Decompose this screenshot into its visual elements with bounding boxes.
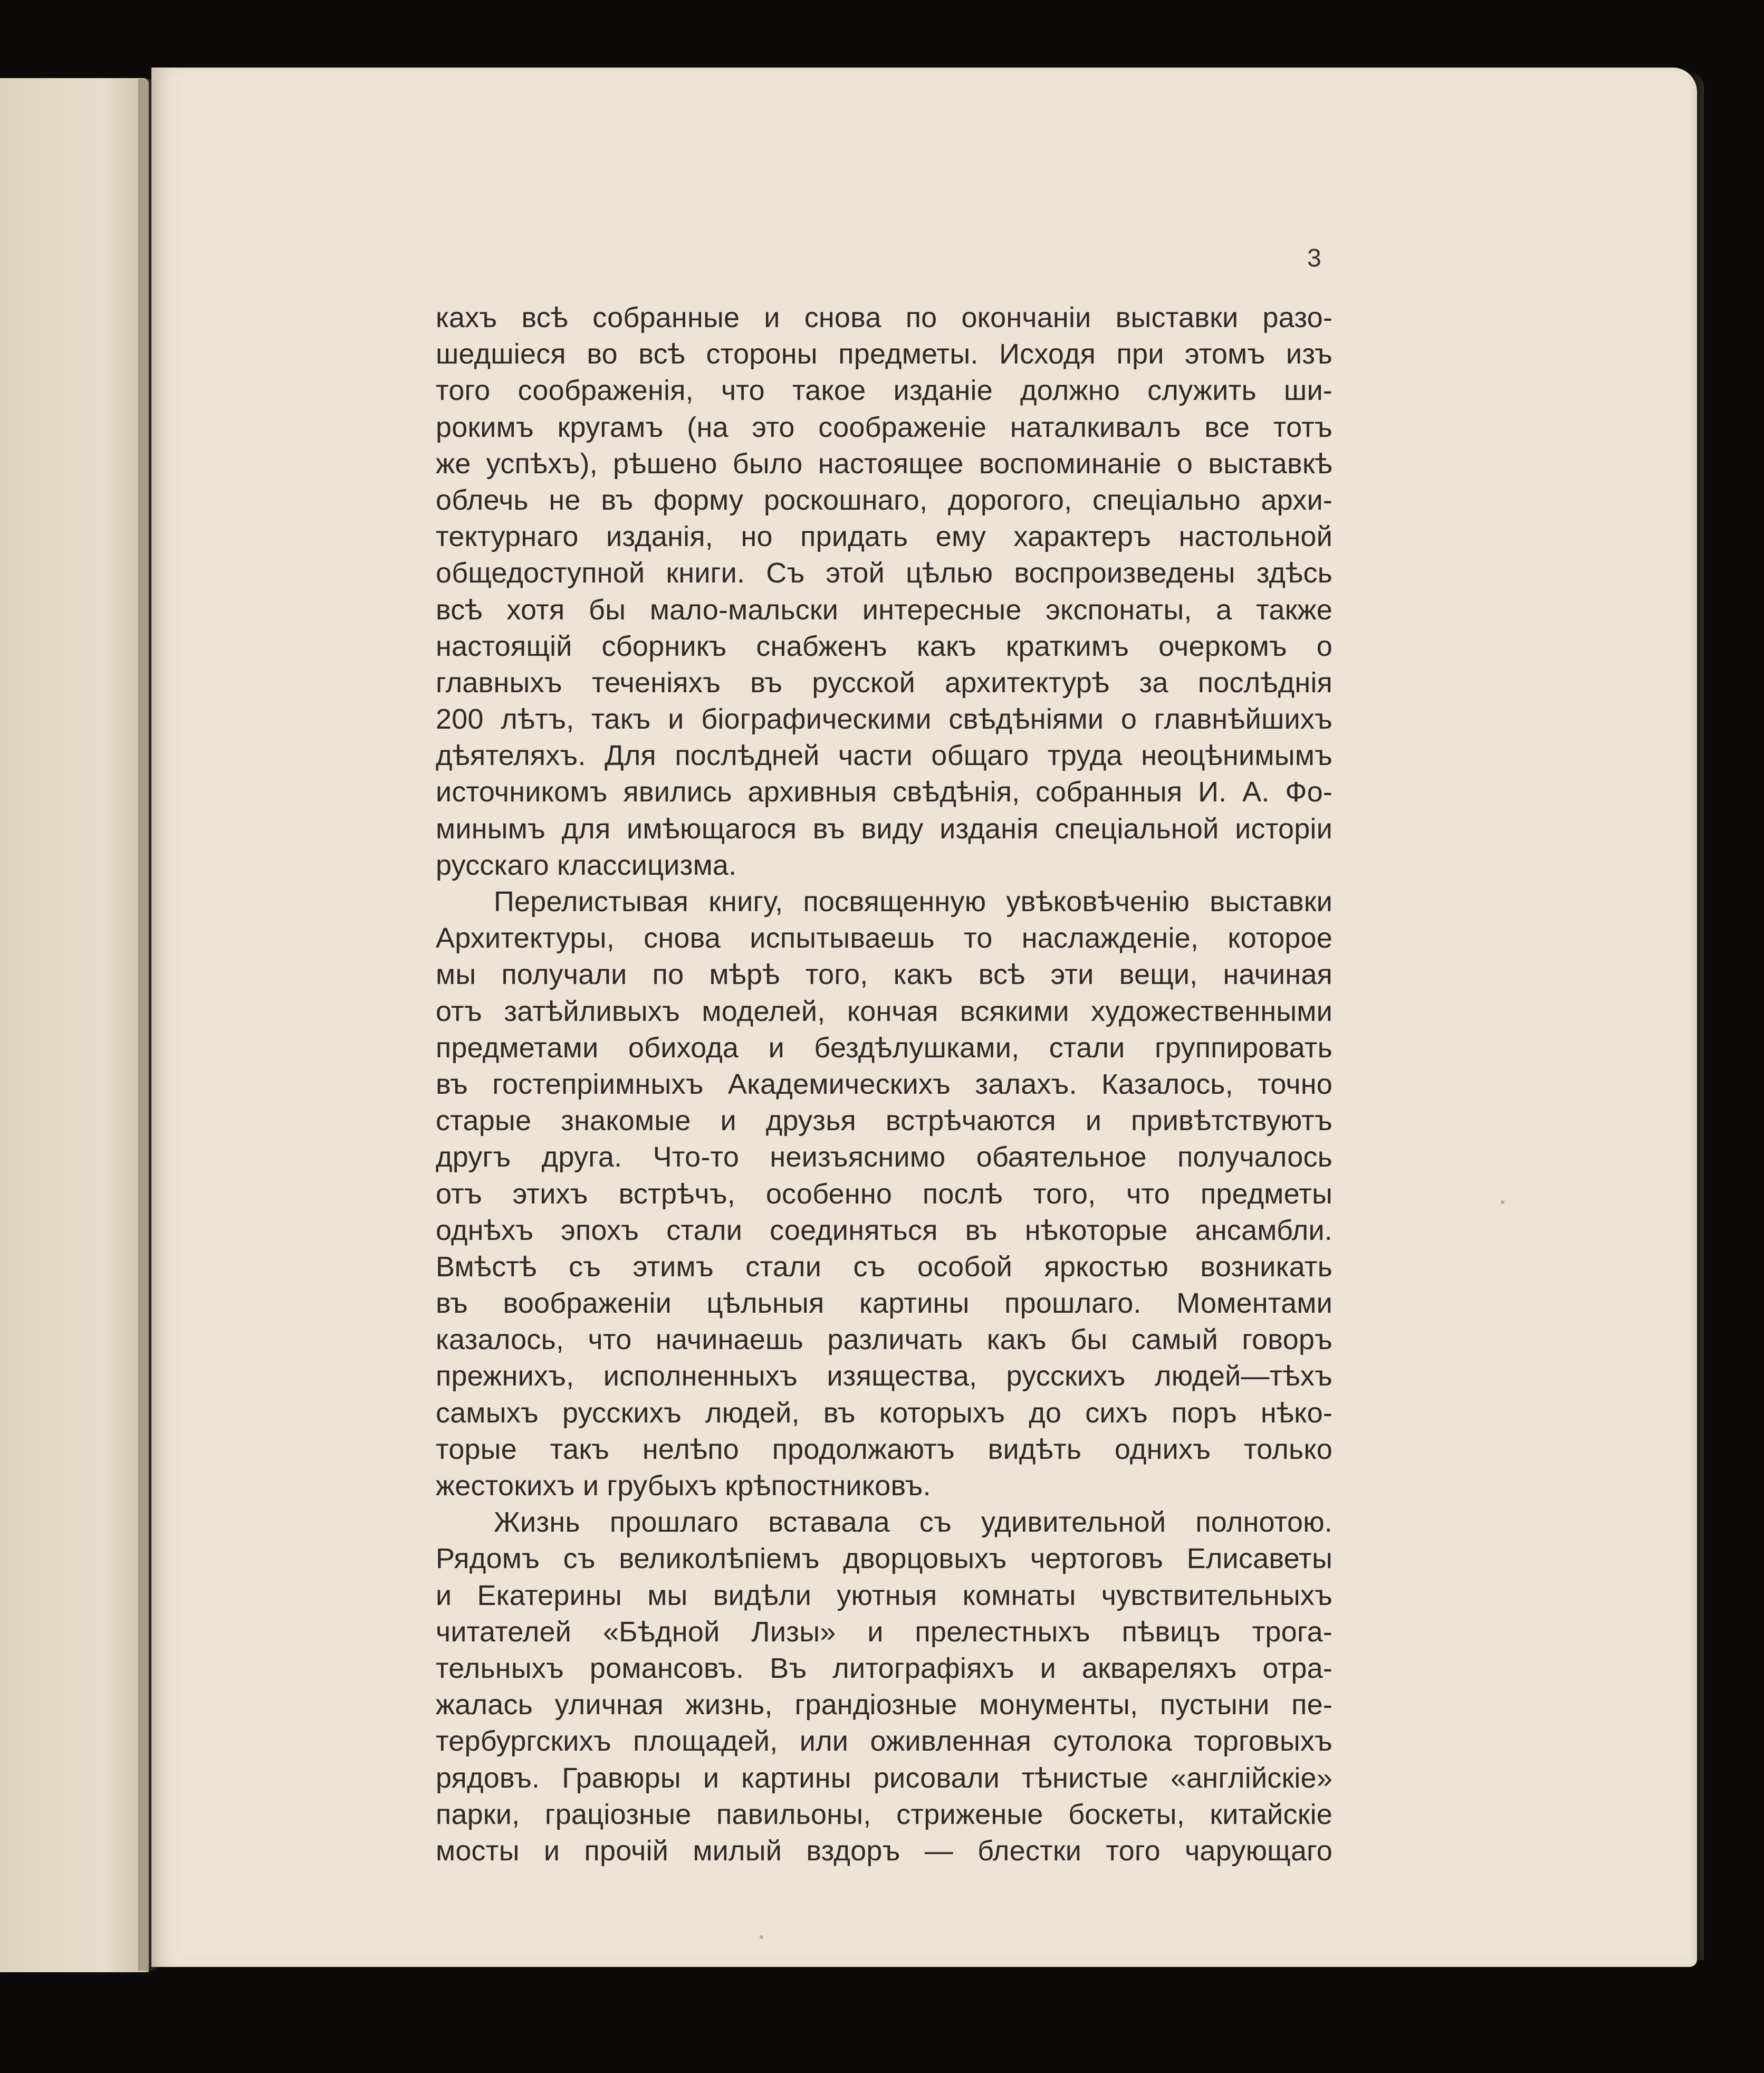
text-line: читателей «Бѣдной Лизы» и прелестныхъ пѣвицъ трога- [436, 1616, 1332, 1648]
text-line: рядовъ. Гравюры и картины рисовали тѣнистые «англійскіе» [436, 1762, 1332, 1794]
page-number: 3 [1307, 244, 1321, 272]
text-line: Вмѣстѣ съ этимъ стали съ особой яркостью возникать [436, 1250, 1332, 1283]
text-line: рокимъ кругамъ (на это соображеніе наталкивалъ все тотъ [436, 411, 1332, 443]
text-line: другъ друга. Что-то неизъяснимо обаятельное получалось [436, 1141, 1332, 1173]
paragraph [436, 1504, 1332, 1869]
text-line: мы получали по мѣрѣ того, какъ всѣ эти вещи, начиная [436, 959, 1332, 991]
text-line: же успѣхъ), рѣшено было настоящее воспоминаніе о выставкѣ [436, 447, 1332, 480]
text-line: жалась уличная жизнь, грандіозные монументы, пустыни пе- [436, 1689, 1332, 1721]
left-page-edge [0, 78, 149, 1972]
text-line: въ воображеніи цѣльныя картины прошлаго. Моментами [436, 1287, 1332, 1320]
paper-speck [1501, 1200, 1504, 1204]
page-edge-shadow [1688, 71, 1704, 1960]
text-line: парки, граціозные павильоны, стриженые боскеты, китайскіе [436, 1798, 1332, 1830]
text-line: того соображенія, что такое изданіе должно служить ши- [436, 375, 1332, 407]
text-line: тербургскихъ площадей, или оживленная сутолока торговыхъ [436, 1725, 1332, 1757]
text-line: отъ этихъ встрѣчъ, особенно послѣ того, что предметы [436, 1178, 1332, 1210]
text-line: настоящій сборникъ снабженъ какъ краткимъ очеркомъ о [436, 630, 1332, 662]
text-line: и Екатерины мы видѣли уютныя комнаты чувствительныхъ [436, 1579, 1332, 1611]
body-text [436, 300, 1332, 1869]
text-line: жестокихъ и грубыхъ крѣпостниковъ. [436, 1470, 931, 1502]
book-gutter [138, 79, 159, 1971]
text-line: дѣятеляхъ. Для послѣдней части общаго труда неоцѣнимымъ [436, 740, 1332, 772]
text-line: тельныхъ романсовъ. Въ литографіяхъ и аквареляхъ отра- [436, 1652, 1332, 1684]
text-line: минымъ для имѣющагося въ виду изданія спеціальной исторіи [436, 813, 1332, 845]
text-line: 200 лѣтъ, такъ и біографическими свѣдѣніями о главнѣйшихъ [436, 703, 1332, 735]
paragraph [436, 884, 1332, 1504]
text-line: самыхъ русскихъ людей, въ которыхъ до сихъ поръ нѣко- [436, 1397, 1332, 1429]
text-line: Архитектуры, снова испытываешь то наслажденіе, которое [436, 922, 1332, 954]
text-line: мосты и прочій милый вздоръ — блестки того чарующаго [436, 1835, 1332, 1867]
text-line: въ гостепріимныхъ Академическихъ залахъ. Казалось, точно [436, 1068, 1332, 1100]
text-line: источникомъ явились архивныя свѣдѣнія, собранныя И. А. Фо- [436, 776, 1332, 808]
paragraph [436, 300, 1332, 884]
text-line: Перелистывая книгу, посвященную увѣковѣченію выставки [494, 886, 1332, 918]
text-line: всѣ хотя бы мало-мальски интересные экспонаты, а также [436, 594, 1332, 626]
text-line: главныхъ теченіяхъ въ русской архитектурѣ за послѣднія [436, 666, 1332, 699]
text-line: Жизнь прошлаго вставала съ удивительной полнотою. [494, 1506, 1332, 1539]
text-line: общедоступной книги. Съ этой цѣлью воспроизведены здѣсь [436, 557, 1332, 589]
text-line: предметами обихода и бездѣлушками, стали группировать [436, 1031, 1332, 1064]
text-line: облечь не въ форму роскошнаго, дорогого, спеціально архи- [436, 484, 1332, 516]
text-line: кахъ всѣ собранные и снова по окончаніи выставки разо- [436, 302, 1332, 333]
text-line: Рядомъ съ великолѣпіемъ дворцовыхъ чертоговъ Елисаветы [436, 1543, 1332, 1575]
text-line: старые знакомые и друзья встрѣчаются и привѣтствуютъ [436, 1105, 1332, 1137]
text-line: казалось, что начинаешь различать какъ бы самый говоръ [436, 1324, 1332, 1356]
text-line: однѣхъ эпохъ стали соединяться въ нѣкоторые ансамбли. [436, 1214, 1332, 1246]
text-line: торые такъ нелѣпо продолжаютъ видѣть однихъ только [436, 1433, 1332, 1465]
text-line: шедшіеся во всѣ стороны предметы. Исходя при этомъ изъ [436, 338, 1332, 370]
text-line: отъ затѣйливыхъ моделей, кончая всякими художественными [436, 995, 1332, 1027]
text-line: тектурнаго изданія, но придать ему характеръ настольной [436, 521, 1332, 553]
paper-speck [760, 1935, 763, 1939]
text-line: прежнихъ, исполненныхъ изящества, русскихъ людей—тѣхъ [436, 1360, 1332, 1392]
text-line: русскаго классицизма. [436, 849, 737, 881]
